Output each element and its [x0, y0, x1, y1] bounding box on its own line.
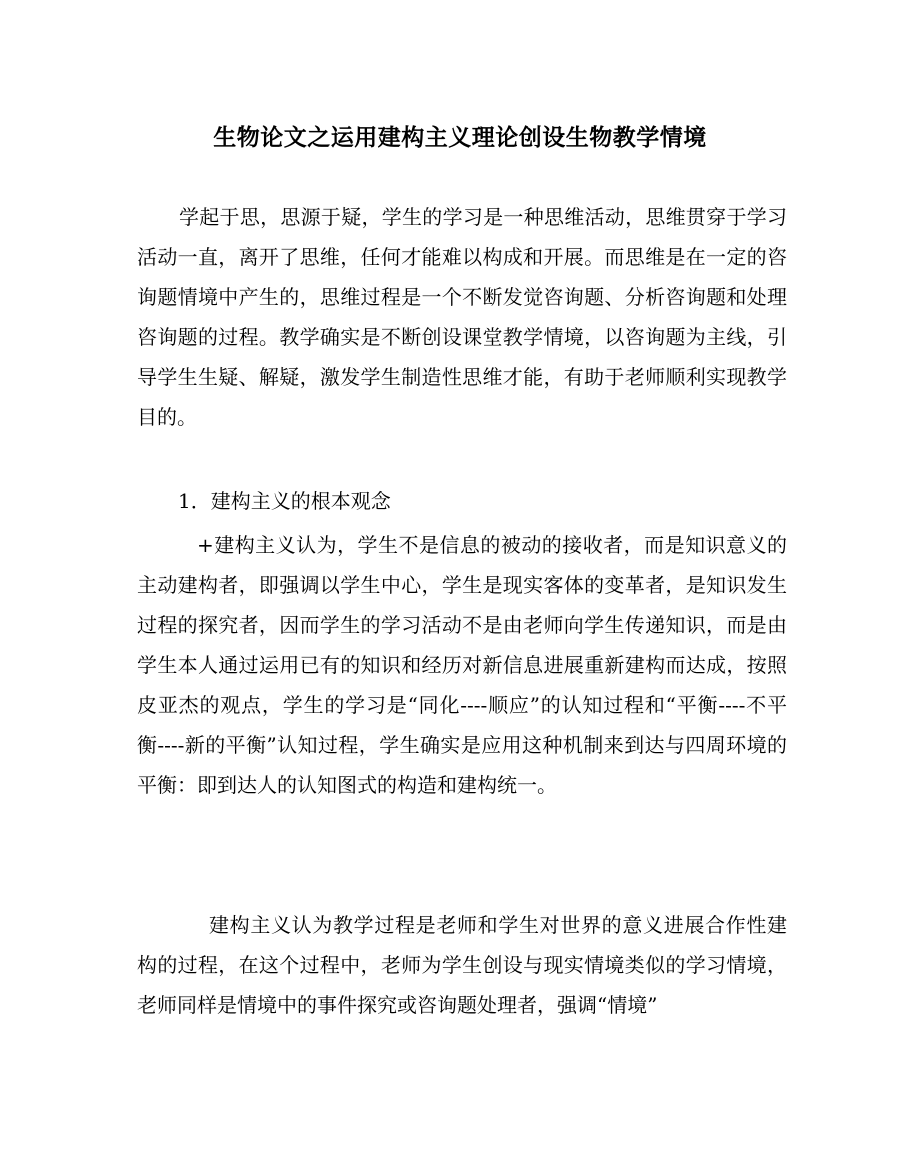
document-title: 生物论文之运用建构主义理论创设生物教学情境	[213, 124, 707, 151]
section-paragraph-1: +建构主义认为，学生不是信息的被动的接收者，而是知识意义的主动建构者，即强调以学生中心，学生是现实客体的变革者，是知识发生过程的探究者，因而学生的学习活动不是由老师向学生传递知识，而是由学生本人通过运用已有的知识和经历对新信息进展重新建构而达成，按照皮亚杰的观点，学生的学习是“同化----顺应”的认知过程和“平衡----不平衡----新的平衡”认知过程，学生确实是应用这种机制来到达与四周环境的平衡：即到达人的认知图式的构造和建构统一。	[137, 533, 787, 797]
section-paragraph-2: 建构主义认为教学过程是老师和学生对世界的意义进展合作性建构的过程，在这个过程中，老师为学生创设与现实情境类似的学习情境，老师同样是情境中的事件探究或咨询题处理者，强调“情境”	[137, 913, 787, 1017]
section-heading: 1．建构主义的根本观念	[178, 489, 391, 513]
intro-paragraph: 学起于思，思源于疑，学生的学习是一种思维活动，思维贯穿于学习活动一直，离开了思维，任何才能难以构成和开展。而思维是在一定的咨询题情境中产生的，思维过程是一个不断发觉咨询题、分析咨询题和处理咨询题的过程。教学确实是不断创设课堂教学情境，以咨询题为主线，引导学生生疑、解疑，激发学生制造性思维才能，有助于老师顺利实现教学目的。	[137, 205, 787, 429]
